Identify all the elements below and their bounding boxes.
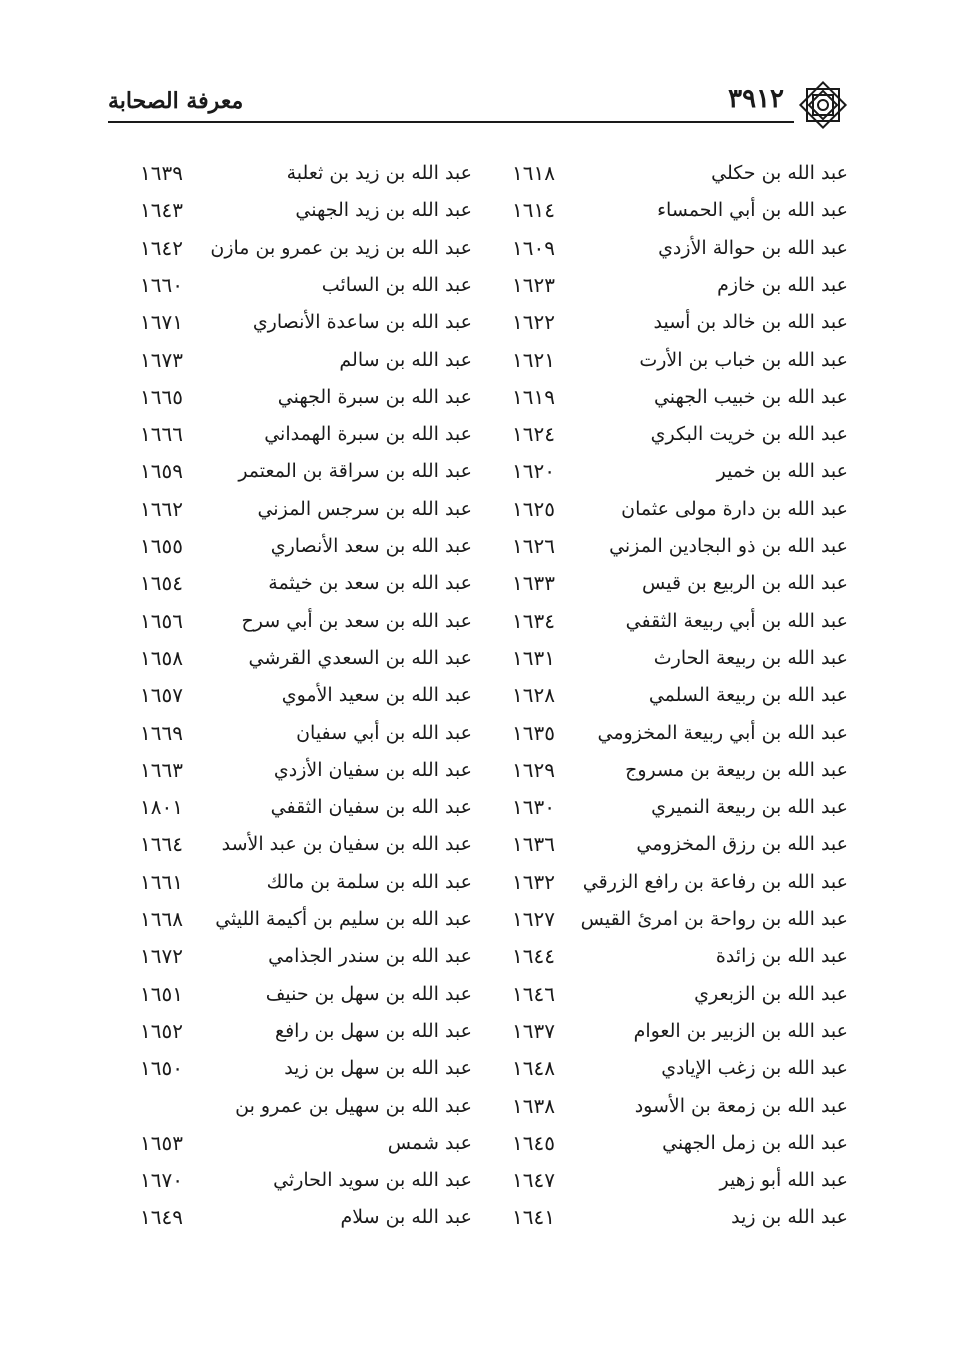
entry-name: عبد الله بن سبرة الهمداني bbox=[264, 423, 472, 445]
entry-number: ١٦٧١ bbox=[140, 310, 183, 334]
entry-number: ١٦١٩ bbox=[512, 385, 555, 409]
entry-number: ١٦٦٦ bbox=[140, 422, 183, 446]
index-row bbox=[0, 565, 962, 602]
entry-number: ١٦٦٨ bbox=[140, 907, 183, 931]
index-row bbox=[0, 304, 962, 341]
entry-name: عبد الله بن خباب بن الأرت bbox=[639, 349, 848, 371]
index-row bbox=[0, 677, 962, 714]
entry-name: عبد الله بن زائدة bbox=[715, 945, 848, 967]
entry-number: ١٦٣٠ bbox=[512, 795, 555, 819]
entry-name: عبد الله بن الزبعري bbox=[694, 983, 848, 1005]
book-title: معرفة الصحابة bbox=[108, 88, 244, 114]
entry-name: عبد الله بن ربيعة بن مسروج bbox=[625, 759, 848, 781]
entry-name: عبد الله بن رواحة بن امرئ القيس bbox=[580, 908, 848, 930]
page-number: ٣٩١٢ bbox=[728, 84, 784, 114]
entry-number: ١٦٢٥ bbox=[512, 497, 555, 521]
entry-number: ١٦٥٨ bbox=[140, 646, 183, 670]
entry-name: عبد الله بن سعد بن خيثمة bbox=[268, 572, 472, 594]
header-rule bbox=[108, 121, 794, 123]
entry-name: عبد الله بن خمير bbox=[716, 460, 848, 482]
entry-number: ١٦٥٤ bbox=[140, 571, 183, 595]
entry-number: ١٦٣٦ bbox=[512, 832, 555, 856]
entry-name: عبد الله بن ذو البجادين المزني bbox=[609, 535, 848, 557]
entry-number: ١٦٠٩ bbox=[512, 236, 555, 260]
entry-name: عبد الله بن أبي الحمساء bbox=[657, 199, 848, 221]
index-row bbox=[0, 826, 962, 863]
entry-name: عبد الله بن خبيب الجهني bbox=[653, 386, 848, 408]
index-row bbox=[0, 864, 962, 901]
entry-number: ١٦٦٢ bbox=[140, 497, 183, 521]
entry-name: عبد الله بن سعد بن أبي سرح bbox=[241, 610, 472, 632]
entry-name: عبد الله بن زغب الإيادي bbox=[661, 1057, 848, 1079]
entry-number: ١٦١٨ bbox=[512, 161, 555, 185]
entry-number: ١٦٢٨ bbox=[512, 683, 555, 707]
entry-name: عبد الله بن سهل بن زيد bbox=[284, 1057, 472, 1079]
entry-name: عبد الله بن سفيان الأزدي bbox=[273, 759, 472, 781]
entry-name: عبد الله بن سفيان بن عبد الأسد bbox=[221, 833, 472, 855]
entry-number: ١٦٥١ bbox=[140, 982, 183, 1006]
entry-number: ١٦٥٣ bbox=[140, 1131, 183, 1155]
entry-number: ١٦٦١ bbox=[140, 870, 183, 894]
entry-number: ١٦٥٩ bbox=[140, 459, 183, 483]
entry-name: عبد الله بن سهل بن رافع bbox=[274, 1020, 472, 1042]
entry-name: عبد الله بن سفيان الثقفي bbox=[270, 796, 472, 818]
entry-name: عبد الله بن رفاعة بن رافع الزرقي bbox=[582, 871, 848, 893]
entry-name: عبد الله بن ربيعة السلمي bbox=[648, 684, 848, 706]
index-row bbox=[0, 1199, 962, 1236]
entry-number: ١٦٣٧ bbox=[512, 1019, 555, 1043]
entry-name: عبد الله بن خازم bbox=[717, 274, 848, 296]
star-ornament-icon bbox=[794, 76, 852, 134]
index-row bbox=[0, 379, 962, 416]
index-row bbox=[0, 230, 962, 267]
entry-number: ١٦٤٥ bbox=[512, 1131, 555, 1155]
entry-number: ١٦٥٥ bbox=[140, 534, 183, 558]
index-row bbox=[0, 1050, 962, 1087]
index-row bbox=[0, 603, 962, 640]
entry-number: ١٦٧٢ bbox=[140, 944, 183, 968]
index-row bbox=[0, 976, 962, 1013]
entry-number: ١٦٢٠ bbox=[512, 459, 555, 483]
entry-number: ١٦٤٧ bbox=[512, 1168, 555, 1192]
index-row bbox=[0, 155, 962, 192]
entry-name: عبد الله بن سالم bbox=[339, 349, 472, 371]
entry-name: عبد الله بن سعيد الأموي bbox=[281, 684, 472, 706]
entry-number: ١٨٠١ bbox=[140, 795, 183, 819]
index-row bbox=[0, 491, 962, 528]
entry-name: عبد الله بن أبي ربيعة الثقفي bbox=[625, 610, 848, 632]
entry-number: ١٦٦٩ bbox=[140, 721, 183, 745]
entry-name: عبد الله بن سلمة بن مالك bbox=[266, 871, 472, 893]
index-row bbox=[0, 342, 962, 379]
entry-name: عبد الله بن سليم بن أكيمة الليثي bbox=[215, 908, 472, 930]
entry-number: ١٦٥٧ bbox=[140, 683, 183, 707]
entry-number: ١٦٣٨ bbox=[512, 1094, 555, 1118]
index-row bbox=[0, 1088, 962, 1125]
entry-number: ١٦٣٥ bbox=[512, 721, 555, 745]
entry-number: ١٦٥٢ bbox=[140, 1019, 183, 1043]
entry-number: ١٦٤٤ bbox=[512, 944, 555, 968]
entry-number: ١٦٦٤ bbox=[140, 832, 183, 856]
index-row bbox=[0, 752, 962, 789]
entry-name: عبد شمس bbox=[387, 1132, 472, 1154]
index-row bbox=[0, 901, 962, 938]
entry-number: ١٦٥٦ bbox=[140, 609, 183, 633]
entry-name: عبد الله بن سويد الحارثي bbox=[273, 1169, 472, 1191]
entry-name: عبد الله بن السائب bbox=[321, 274, 472, 296]
entry-name: عبد الله بن زيد الجهني bbox=[295, 199, 472, 221]
index-row bbox=[0, 416, 962, 453]
entry-number: ١٦٢٩ bbox=[512, 758, 555, 782]
entry-name: عبد الله بن حكلي bbox=[711, 162, 848, 184]
entry-name: عبد الله بن زيد بن عمرو بن مازن bbox=[210, 237, 472, 259]
index-row bbox=[0, 1125, 962, 1162]
entry-number: ١٦٤٢ bbox=[140, 236, 183, 260]
entry-name: عبد الله بن ربيعة النميري bbox=[651, 796, 848, 818]
entry-number: ١٦٤٩ bbox=[140, 1205, 183, 1229]
index-row bbox=[0, 267, 962, 304]
entry-number: ١٦٤٨ bbox=[512, 1056, 555, 1080]
entry-number: ١٦١٤ bbox=[512, 198, 555, 222]
entry-number: ١٦٣٢ bbox=[512, 870, 555, 894]
entry-number: ١٦٣١ bbox=[512, 646, 555, 670]
entry-name: عبد الله بن رزق المخزومي bbox=[636, 833, 848, 855]
entry-name: عبد الله بن السعدي القرشي bbox=[248, 647, 472, 669]
entry-name: عبد الله بن سهيل بن عمرو بن bbox=[235, 1095, 472, 1117]
entry-number: ١٦٤٣ bbox=[140, 198, 183, 222]
entry-name: عبد الله بن الزبير بن العوام bbox=[633, 1020, 848, 1042]
entry-number: ١٦٢١ bbox=[512, 348, 555, 372]
index-row bbox=[0, 640, 962, 677]
entry-number: ١٦٤١ bbox=[512, 1205, 555, 1229]
entry-number: ١٦٢٦ bbox=[512, 534, 555, 558]
index-row bbox=[0, 1013, 962, 1050]
entry-number: ١٦٦٣ bbox=[140, 758, 183, 782]
entry-name: عبد الله بن سهل بن حنيف bbox=[265, 983, 472, 1005]
entry-name: عبد الله بن زمعة بن الأسود bbox=[634, 1095, 848, 1117]
entry-number: ١٦٣٩ bbox=[140, 161, 183, 185]
index-row bbox=[0, 1162, 962, 1199]
entry-name: عبد الله أبو زهير bbox=[719, 1169, 848, 1191]
entry-number: ١٦٧٣ bbox=[140, 348, 183, 372]
entry-number: ١٦٢٣ bbox=[512, 273, 555, 297]
page-header bbox=[108, 82, 852, 122]
entry-number: ١٦٧٠ bbox=[140, 1168, 183, 1192]
entry-number: ١٦٥٠ bbox=[140, 1056, 183, 1080]
entry-number: ١٦٣٤ bbox=[512, 609, 555, 633]
entry-name: عبد الله بن سلام bbox=[340, 1206, 472, 1228]
entry-number: ١٦٦٠ bbox=[140, 273, 183, 297]
entry-name: عبد الله بن دارة مولى عثمان bbox=[621, 498, 848, 520]
entry-number: ١٦٢٤ bbox=[512, 422, 555, 446]
entry-number: ١٦٦٥ bbox=[140, 385, 183, 409]
entry-name: عبد الله بن سندر الجذامي bbox=[268, 945, 472, 967]
entry-name: عبد الله بن خريت البكري bbox=[650, 423, 848, 445]
entry-name: عبد الله بن أبي سفيان bbox=[296, 722, 472, 744]
entry-number: ١٦٣٣ bbox=[512, 571, 555, 595]
entry-name: عبد الله بن أبي ربيعة المخزومي bbox=[597, 722, 848, 744]
entry-number: ١٦٢٧ bbox=[512, 907, 555, 931]
entry-number: ١٦٤٦ bbox=[512, 982, 555, 1006]
entry-name: عبد الله بن حوالة الأزدي bbox=[658, 237, 848, 259]
entry-name: عبد الله بن سعد الأنصاري bbox=[270, 535, 472, 557]
entry-name: عبد الله بن ربيعة الحارث bbox=[653, 647, 848, 669]
entry-name: عبد الله بن زيد بن ثعلبة bbox=[286, 162, 472, 184]
entry-name: عبد الله بن زيد bbox=[731, 1206, 848, 1228]
index-row bbox=[0, 938, 962, 975]
index-row bbox=[0, 789, 962, 826]
entry-name: عبد الله بن خالد بن أسيد bbox=[653, 311, 848, 333]
index-row bbox=[0, 715, 962, 752]
entry-name: عبد الله بن سراقة بن المعتمر bbox=[238, 460, 472, 482]
entry-name: عبد الله بن سرجس المزني bbox=[257, 498, 472, 520]
entry-name: عبد الله بن سبرة الجهني bbox=[277, 386, 472, 408]
entry-name: عبد الله بن الربيع بن قيس bbox=[641, 572, 848, 594]
entry-number: ١٦٢٢ bbox=[512, 310, 555, 334]
entry-name: عبد الله بن ساعدة الأنصاري bbox=[252, 311, 472, 333]
index-row bbox=[0, 528, 962, 565]
index-row bbox=[0, 453, 962, 490]
index-row bbox=[0, 192, 962, 229]
entry-name: عبد الله بن زمل الجهني bbox=[662, 1132, 848, 1154]
